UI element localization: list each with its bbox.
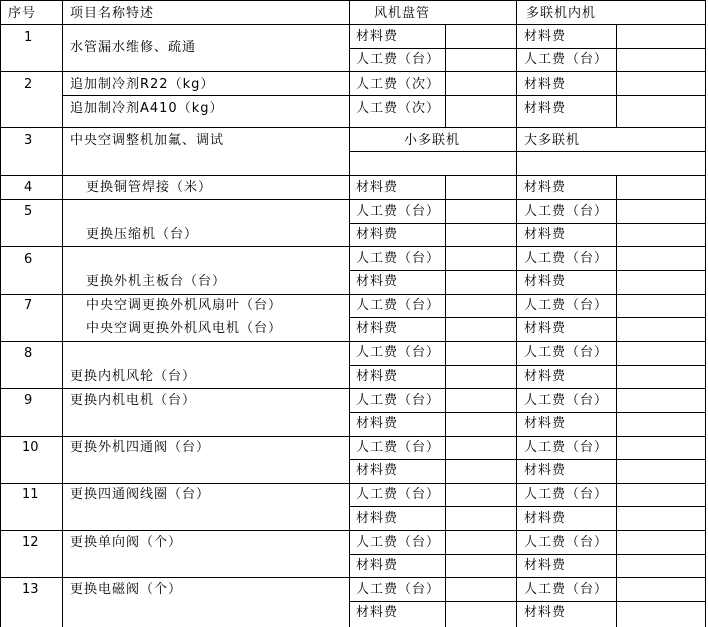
grid-line-h [0, 341, 706, 342]
grid-line-h [0, 577, 706, 578]
fan-cell: 材料费 [356, 274, 399, 289]
vrf-cell: 人工费（台） [524, 487, 609, 502]
fan-cell: 材料费 [356, 227, 399, 242]
fan-cell: 材料费 [356, 369, 399, 384]
grid-line-h [349, 506, 706, 507]
grid-line-h [349, 554, 706, 555]
grid-line-v [445, 175, 446, 627]
fan-cell: 人工费（台） [356, 345, 441, 360]
vrf-cell: 材料费 [524, 463, 567, 478]
grid-line-h [0, 483, 706, 484]
grid-line-h [0, 294, 706, 295]
grid-line-h [0, 0, 706, 1]
fan-cell: 人工费（次） [356, 77, 441, 92]
row-no: 1 [24, 30, 33, 45]
grid-line-h [349, 412, 706, 413]
row-name: 更换外机四通阀（台） [70, 440, 211, 455]
vrf-cell: 人工费（台） [524, 535, 609, 550]
vrf-cell: 材料费 [524, 558, 567, 573]
vrf-cell: 人工费（台） [524, 345, 609, 360]
row-name: 更换铜管焊接（米） [86, 180, 213, 195]
vrf-cell: 材料费 [524, 511, 567, 526]
row-name: 更换内机风轮（台） [70, 369, 197, 384]
fan-cell: 人工费（台） [356, 393, 441, 408]
grid-line-v [616, 175, 617, 627]
grid-line-h [349, 601, 706, 602]
subheader-small-vrf: 小多联机 [404, 133, 461, 148]
grid-line-h [349, 270, 706, 271]
fan-cell: 材料费 [356, 29, 399, 44]
row-no: 4 [24, 180, 33, 195]
row-name: 更换外机主板台（台） [86, 274, 227, 289]
grid-line-v [62, 0, 63, 627]
subheader-large-vrf: 大多联机 [524, 133, 581, 148]
row-name: 更换单向阀（个） [70, 535, 183, 550]
grid-line-v [445, 24, 446, 128]
vrf-cell: 材料费 [524, 29, 567, 44]
vrf-cell: 材料费 [524, 180, 567, 195]
header-seq: 序号 [8, 6, 37, 21]
row-no: 8 [24, 346, 33, 361]
grid-line-h [0, 388, 706, 389]
vrf-cell: 人工费（台） [524, 440, 609, 455]
row-no: 12 [22, 535, 39, 550]
grid-line-h [0, 436, 706, 437]
vrf-cell: 材料费 [524, 321, 567, 336]
fan-cell: 材料费 [356, 321, 399, 336]
fan-cell: 材料费 [356, 511, 399, 526]
vrf-cell: 材料费 [524, 605, 567, 620]
vrf-cell: 材料费 [524, 227, 567, 242]
row-no: 5 [24, 204, 33, 219]
fan-cell: 材料费 [356, 180, 399, 195]
vrf-cell: 人工费（台） [524, 52, 609, 67]
grid-line-h [0, 71, 706, 72]
grid-line-h [349, 223, 706, 224]
grid-line-h [349, 317, 706, 318]
row-no: 7 [24, 298, 33, 313]
grid-line-v [0, 0, 1, 627]
row-no: 11 [22, 487, 39, 502]
fan-cell: 材料费 [356, 416, 399, 431]
grid-line-v [616, 24, 617, 128]
row-name: 更换四通阀线圈（台） [70, 487, 211, 502]
row-name-line: 追加制冷剂A410（kg） [70, 101, 224, 116]
row-name: 更换电磁阀（个） [70, 582, 183, 597]
header-vrf-indoor: 多联机内机 [526, 6, 597, 21]
grid-line-h [349, 459, 706, 460]
grid-line-h [0, 175, 706, 176]
fan-cell: 人工费（台） [356, 52, 441, 67]
vrf-cell: 材料费 [524, 77, 567, 92]
fan-cell: 人工费（台） [356, 582, 441, 597]
row-no: 6 [24, 252, 33, 267]
row-name: 更换内机电机（台） [70, 393, 197, 408]
fan-cell: 材料费 [356, 605, 399, 620]
grid-line-h [0, 246, 706, 247]
grid-line-v [705, 0, 706, 627]
grid-line-h [349, 48, 706, 49]
grid-line-h [62, 95, 706, 96]
grid-line-h [0, 24, 706, 25]
row-no: 9 [24, 393, 33, 408]
grid-line-v [349, 0, 350, 627]
row-name-line: 中央空调更换外机风电机（台） [86, 321, 283, 336]
grid-line-h [0, 127, 706, 128]
fan-cell: 材料费 [356, 558, 399, 573]
vrf-cell: 材料费 [524, 416, 567, 431]
fan-cell: 人工费（台） [356, 535, 441, 550]
grid-line-v [516, 0, 517, 627]
header-fan-coil: 风机盘管 [374, 6, 431, 21]
row-no: 3 [24, 133, 33, 148]
row-no: 13 [22, 582, 39, 597]
grid-line-h [349, 151, 706, 152]
fan-cell: 人工费（台） [356, 298, 441, 313]
fan-cell: 人工费（次） [356, 101, 441, 116]
row-name-line: 追加制冷剂R22（kg） [70, 77, 215, 92]
fan-cell: 人工费（台） [356, 204, 441, 219]
fan-cell: 人工费（台） [356, 487, 441, 502]
row-no: 10 [22, 440, 39, 455]
row-no: 2 [24, 77, 33, 92]
row-name: 中央空调整机加氟、调试 [70, 133, 225, 148]
header-project: 项目名称特述 [70, 6, 155, 21]
vrf-cell: 人工费（台） [524, 582, 609, 597]
fan-cell: 人工费（台） [356, 440, 441, 455]
vrf-cell: 人工费（台） [524, 204, 609, 219]
row-name-line: 中央空调更换外机风扇叶（台） [86, 298, 283, 313]
vrf-cell: 材料费 [524, 369, 567, 384]
grid-line-h [0, 530, 706, 531]
vrf-cell: 人工费（台） [524, 251, 609, 266]
vrf-cell: 人工费（台） [524, 393, 609, 408]
vrf-cell: 材料费 [524, 101, 567, 116]
fan-cell: 人工费（台） [356, 251, 441, 266]
row-name: 水管漏水维修、疏通 [70, 40, 197, 55]
vrf-cell: 材料费 [524, 274, 567, 289]
grid-line-h [349, 365, 706, 366]
fan-cell: 材料费 [356, 463, 399, 478]
row-name: 更换压缩机（台） [86, 227, 199, 242]
vrf-cell: 人工费（台） [524, 298, 609, 313]
grid-line-h [0, 199, 706, 200]
